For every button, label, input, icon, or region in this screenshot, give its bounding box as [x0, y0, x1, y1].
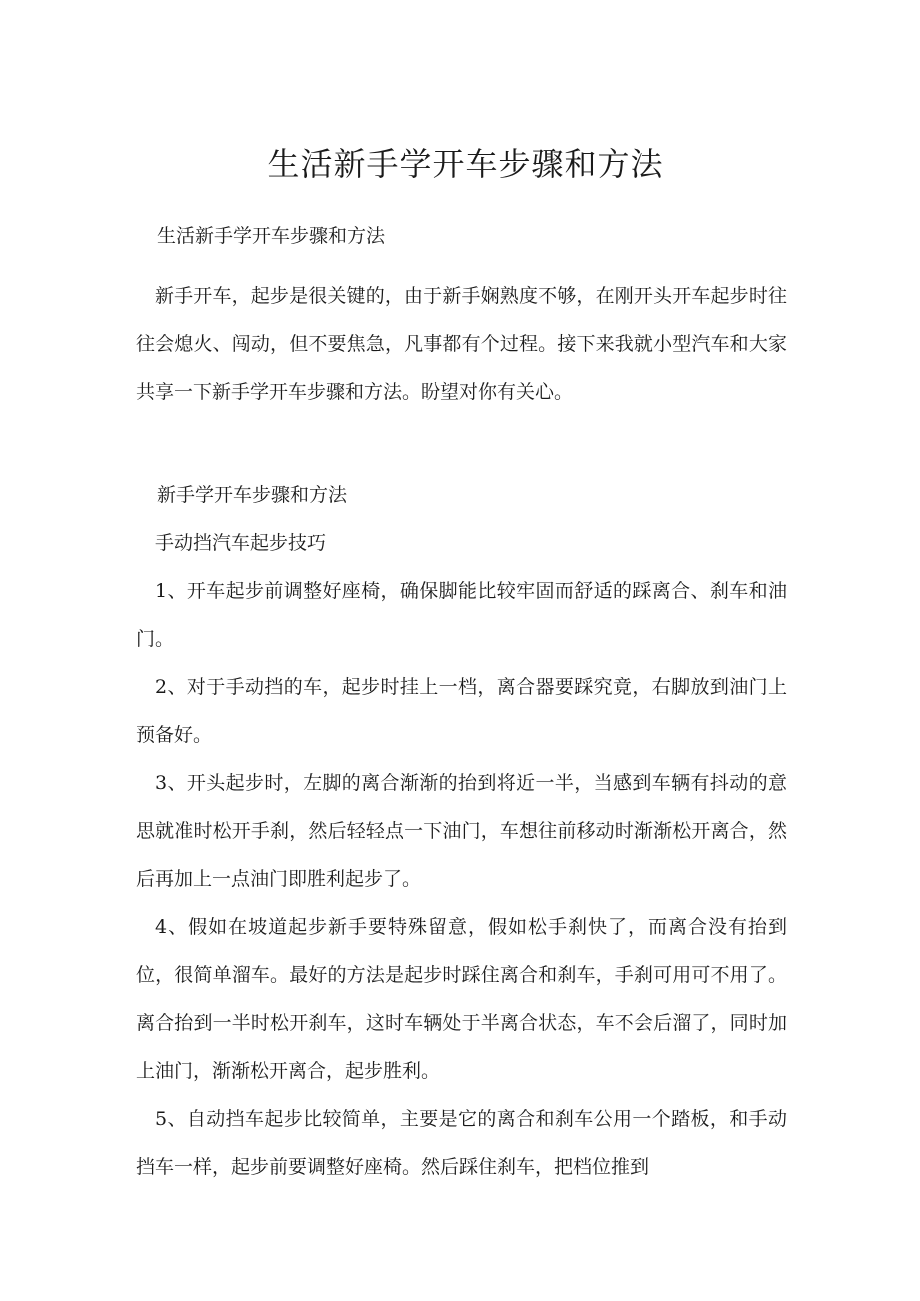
document-subtitle: 生活新手学开车步骤和方法 [157, 225, 386, 247]
document-title: 生活新手学开车步骤和方法 [267, 145, 664, 183]
intro-paragraph: 新手开车，起步是很关键的，由于新手娴熟度不够，在刚开头开车起步时往往会熄火、闯动，但不要焦急，凡事都有个过程。接下来我就小型汽车和大家共享一下新手学开车步骤和方法。盼望对你有关心。 [136, 285, 787, 403]
step-paragraph-5: 5、自动挡车起步比较简单，主要是它的离合和刹车公用一个踏板，和手动挡车一样，起步前要调整好座椅。然后踩住刹车，把档位推到 [136, 1108, 787, 1178]
step-paragraph-3: 3、开头起步时，左脚的离合渐渐的抬到将近一半，当感到车辆有抖动的意思就准时松开手刹，然后轻轻点一下油门，车想往前移动时渐渐松开离合，然后再加上一点油门即胜利起步了。 [136, 772, 787, 890]
step-paragraph-4: 4、假如在坡道起步新手要特殊留意，假如松手刹快了，而离合没有抬到位，很简单溜车。最好的方法是起步时踩住离合和刹车，手刹可用可不用了。离合抬到一半时松开刹车，这时车辆处于半离合状态，车不会后溜了，同时加上油门，渐渐松开离合，起步胜利。 [136, 916, 787, 1082]
sub-heading: 手动挡汽车起步技巧 [155, 532, 327, 554]
section-heading: 新手学开车步骤和方法 [157, 484, 348, 506]
step-paragraph-1: 1、开车起步前调整好座椅，确保脚能比较牢固而舒适的踩离合、刹车和油门。 [136, 580, 787, 650]
step-paragraph-2: 2、对于手动挡的车，起步时挂上一档，离合器要踩究竟，右脚放到油门上预备好。 [136, 676, 787, 746]
